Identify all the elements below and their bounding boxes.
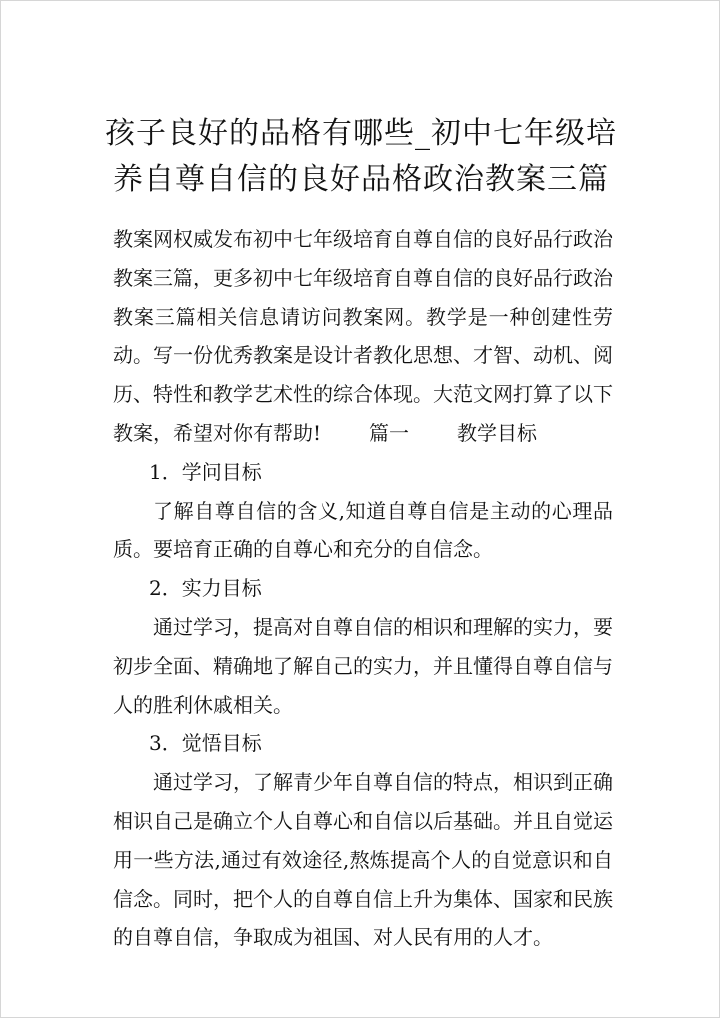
intro-text: 教案网权威发布初中七年级培育自尊自信的良好品行政治教案三篇，更多初中七年级培育自尊自信的良好品行政治教案三篇相关信息请访问教案网。教学是一种创建性劳动。写一份优秀教案是设计者教化思想、才智、动机、阅历、特性和教学艺术性的综合体现。大范文网打算了以下教案，希望对你有帮助! (113, 227, 613, 445)
document-body (113, 220, 613, 957)
intro-paragraph (113, 220, 613, 453)
section-heading: 教学目标 (457, 420, 538, 445)
item-3-heading: 3．觉悟目标 (149, 731, 262, 756)
item-3-text: 通过学习，了解青少年自尊自信的特点，相识到正确相识自己是确立个人自尊心和自信以后基础。并且自觉运用一些方法,通过有效途径,熬炼提高个人的自觉意识和自信念。同时，把个人的自尊自信上升为集体、国家和民族的自尊自信，争取成为祖国、对人民有用的人才。 (113, 770, 613, 950)
section-label: 篇一 (369, 420, 410, 445)
document-title: 孩子良好的品格有哪些_初中七年级培养自尊自信的良好品格政治教案三篇 (105, 116, 617, 197)
item-1-heading: 1．学问目标 (149, 459, 262, 484)
item-2-heading: 2．实力目标 (149, 576, 262, 601)
item-2-text: 通过学习，提高对自尊自信的相识和理解的实力，要初步全面、精确地了解自己的实力，并且懂得自尊自信与人的胜利休戚相关。 (113, 614, 613, 717)
item-1-text: 了解自尊自信的含义,知道自尊自信是主动的心理品质。要培育正确的自尊心和充分的自信念。 (113, 498, 613, 562)
